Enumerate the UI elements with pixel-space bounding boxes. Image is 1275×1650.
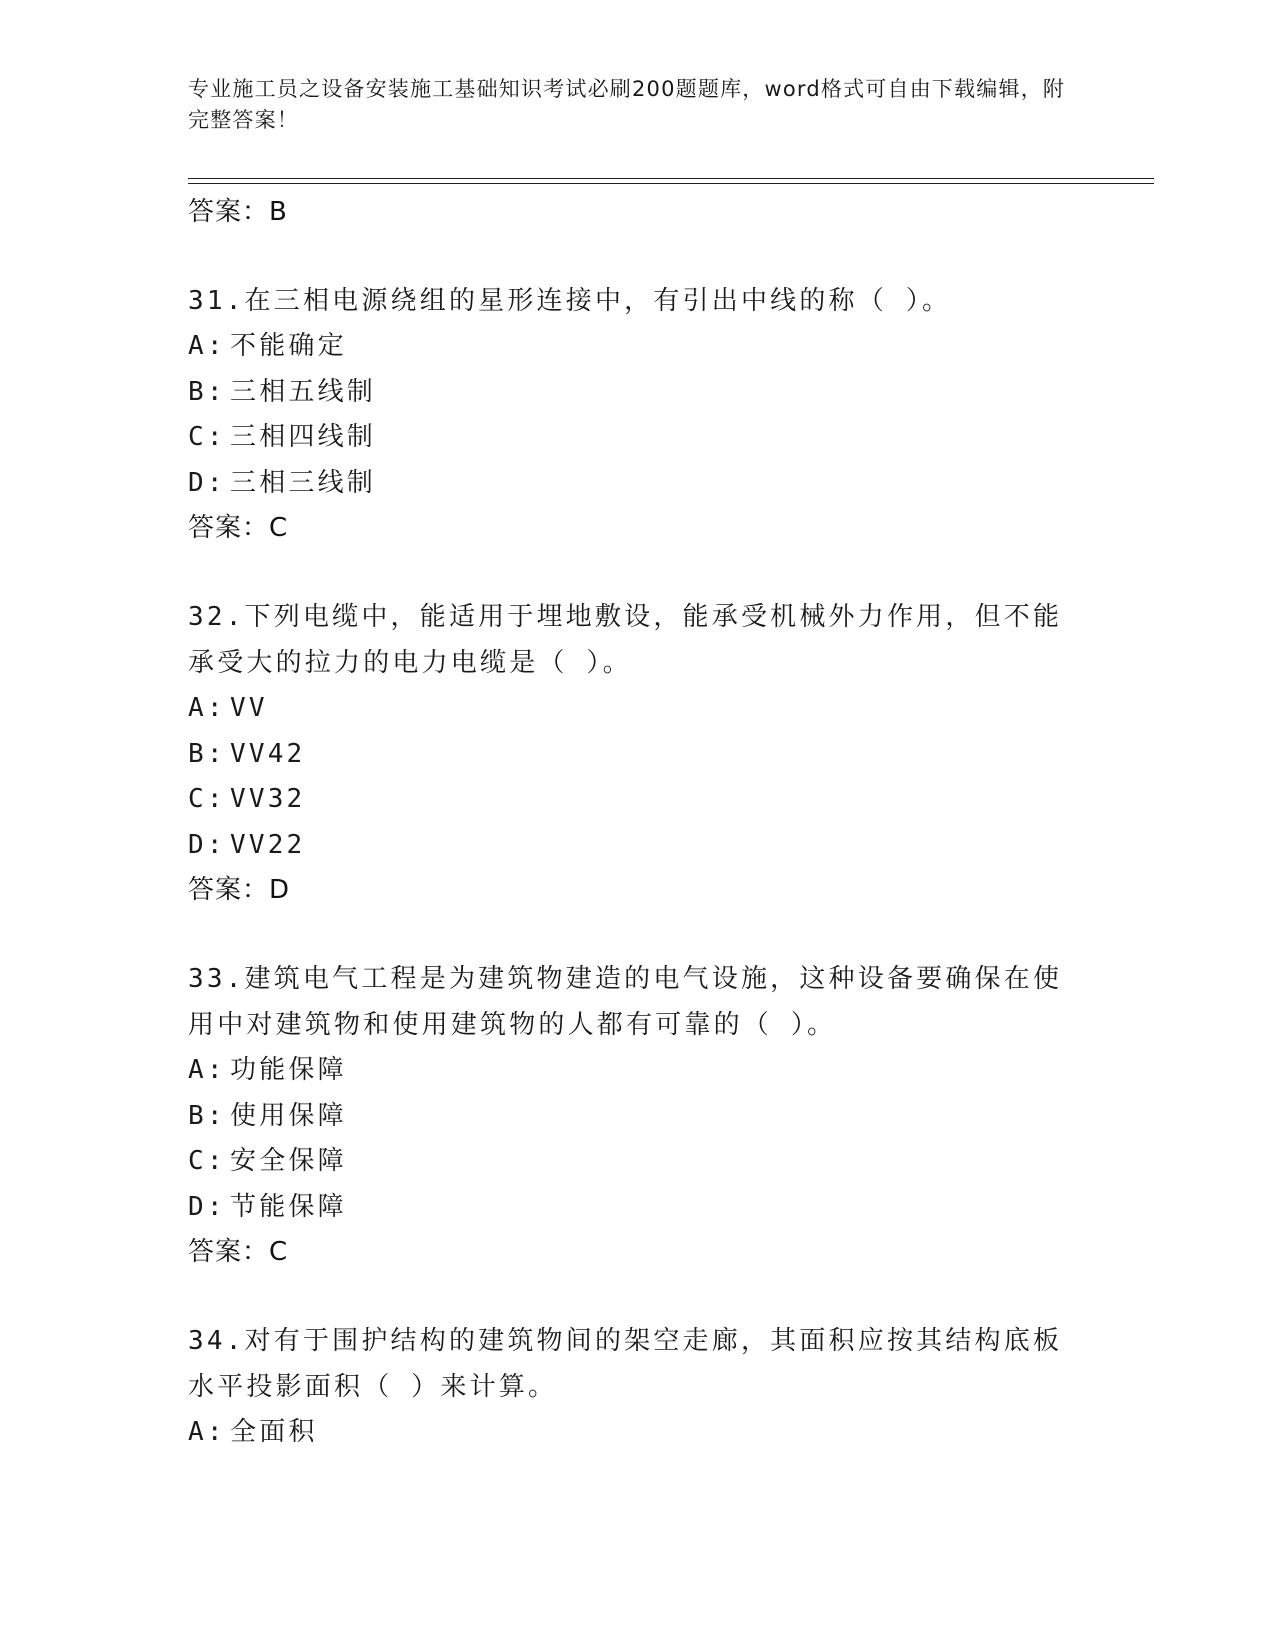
option-key: B: <box>188 376 226 407</box>
question-text: 32.下列电缆中，能适用于埋地敷设，能承受机械外力作用，但不能承受大的拉力的电力电缆是（ ）。 <box>188 602 1063 678</box>
option-b <box>188 1094 1088 1140</box>
option-key: C: <box>188 422 226 452</box>
header-rule-top <box>188 178 1154 179</box>
option-key: C: <box>188 784 226 814</box>
option-text: VV42 <box>230 738 306 769</box>
answer-line: 答案：C <box>188 513 289 543</box>
question-text: 31.在三相电源绕组的星形连接中，有引出中线的称（ ）。 <box>188 286 952 316</box>
option-key: A: <box>188 331 226 361</box>
option-d <box>188 823 1088 869</box>
option-key: A: <box>188 1055 226 1085</box>
option-key: D: <box>188 1191 226 1222</box>
option-text: VV22 <box>230 829 306 860</box>
option-a <box>188 1410 1088 1456</box>
option-text: 功能保障 <box>230 1055 347 1085</box>
option-text: 安全保障 <box>230 1146 347 1176</box>
header-rule-bottom <box>188 183 1154 184</box>
answer-line: 答案：C <box>188 1237 289 1267</box>
option-a <box>188 686 1088 732</box>
option-d <box>188 461 1088 507</box>
option-a <box>188 324 1088 370</box>
option-text: 三相三线制 <box>230 467 377 498</box>
option-key: C: <box>188 1146 226 1176</box>
option-text: 三相四线制 <box>230 422 377 452</box>
option-key: D: <box>188 467 226 498</box>
document-header: 专业施工员之设备安装施工基础知识考试必刷200题题库，word格式可自由下载编辑，附完整答案！ <box>188 77 1066 132</box>
option-c <box>188 415 1088 461</box>
option-text: 节能保障 <box>230 1191 347 1222</box>
option-d <box>188 1185 1088 1231</box>
option-text: 不能确定 <box>230 331 347 361</box>
option-key: B: <box>188 1100 226 1131</box>
option-a <box>188 1048 1088 1094</box>
answer-line: 答案：B <box>188 197 288 227</box>
question-32 <box>188 594 1088 912</box>
answer-line: 答案：D <box>188 875 291 905</box>
question-list <box>188 190 1088 1456</box>
option-key: B: <box>188 738 226 769</box>
option-c <box>188 777 1088 823</box>
option-key: D: <box>188 829 226 860</box>
option-text: 使用保障 <box>230 1100 347 1131</box>
option-c <box>188 1139 1088 1185</box>
option-key: A: <box>188 1417 226 1447</box>
question-33 <box>188 956 1088 1274</box>
question-31 <box>188 278 1088 550</box>
question-text: 34.对有于围护结构的建筑物间的架空走廊，其面积应按其结构底板水平投影面积（ ）来计算。 <box>188 1326 1063 1402</box>
option-key: A: <box>188 693 226 723</box>
option-text: 全面积 <box>230 1417 318 1447</box>
option-text: 三相五线制 <box>230 376 377 407</box>
option-b <box>188 370 1088 416</box>
question-text: 33.建筑电气工程是为建筑物建造的电气设施，这种设备要确保在使用中对建筑物和使用建筑物的人都有可靠的（ ）。 <box>188 964 1063 1040</box>
option-text: VV <box>230 693 268 723</box>
question-34 <box>188 1318 1088 1456</box>
option-text: VV32 <box>230 784 306 814</box>
option-b <box>188 732 1088 778</box>
